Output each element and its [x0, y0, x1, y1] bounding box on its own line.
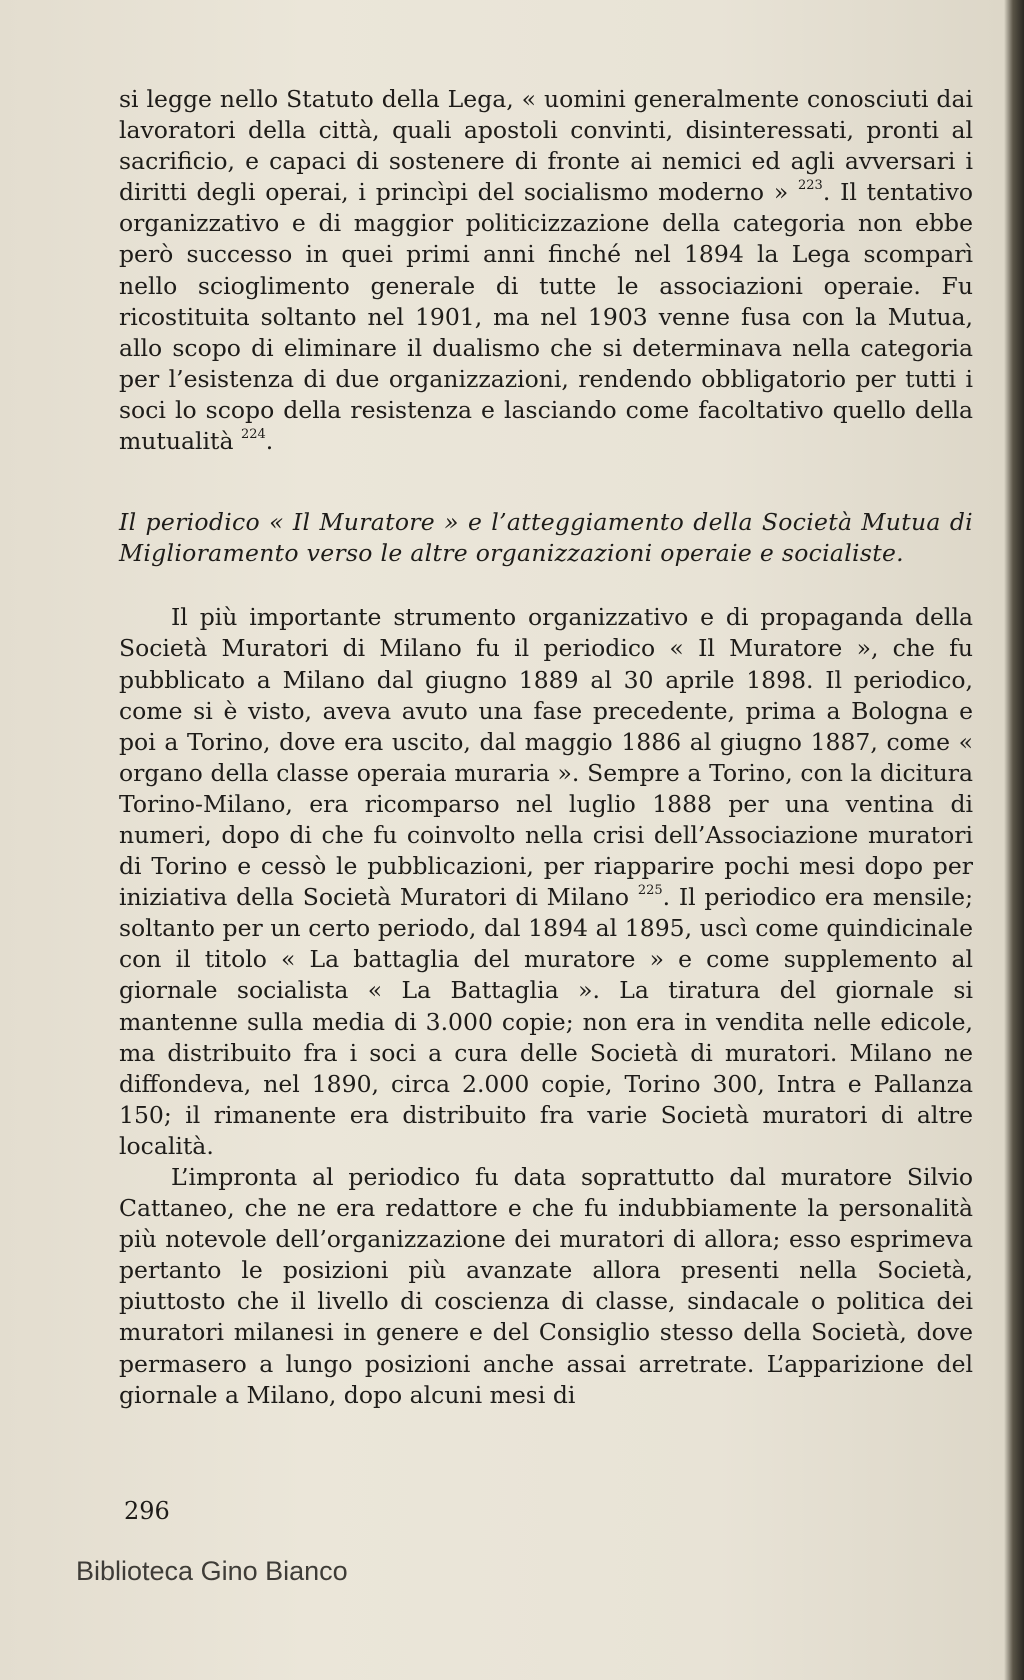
paragraph-impronta: L’impronta al periodico fu data soprattutto dal muratore Silvio Cattaneo, che ne era redattore e che fu indubbiamente la personalità più notevole dell’organizzazione dei muratori di allora; esso esprimeva pertanto le posizioni più avanzate allora presenti nella Società, piuttosto che il livello di coscienza di classe, sindacale o politica dei muratori milanesi in genere e del Consiglio stesso della Società, dove permasero a lungo posizioni anche assai arretrate. L’apparizione del giornale a Milano, dopo alcuni mesi di: [119, 1163, 973, 1409]
paragraph-lega: si legge nello Statuto della Lega, « uomini generalmente conosciuti dai lavoratori della città, quali apostoli convinti, disinteressati, pronti al sacrificio, e capaci di sostenere di fronte ai nemici ed agli avversari i diritti degli operai, i princìpi del socialismo moderno » $^{223}$. Il tentativo organizzativo e di maggior politicizzazione della categoria non ebbe però successo in quei primi anni finché nel 1894 la Lega scomparì nello scioglimento generale di tutte le associazioni operaie. Fu ricostituita soltanto nel 1901, ma nel 1903 venne fusa con la Mutua, allo scopo di eliminare il dualismo che si determinava nella categoria per l’esistenza di due organizzazioni, rendendo obbligatorio per tutti i soci lo scopo della resistenza e lasciando come facoltativo quello della mutualità $^{224}$.: [119, 85, 973, 456]
paragraph-periodico: Il più importante strumento organizzativo e di propaganda della Società Muratori di Milano fu il periodico « Il Muratore », che fu pubblicato a Milano dal giugno 1889 al 30 aprile 1898. Il periodico, come si è visto, aveva avuto una fase precedente, prima a Bologna e poi a Torino, dove era uscito, dal maggio 1886 al giugno 1887, come « organo della classe operaia muraria ». Sempre a Torino, con la dicitura Torino-Milano, era ricomparso nel luglio 1888 per una ventina di numeri, dopo di che fu coinvolto nella crisi dell’Associazione muratori di Torino e cessò le pubblicazioni, per riapparire pochi mesi dopo per iniziativa della Società Muratori di Milano $^{225}$. Il periodico era mensile; soltanto per un certo periodo, dal 1894 al 1895, uscì come quindicinale con il titolo « La battaglia del muratore » e come supplemento al giornale socialista « La Battaglia ». La tiratura del giornale si mantenne sulla media di 3.000 copie; non era in vendita nelle edicole, ma distribuito fra i soci a cura delle Società di muratori. Milano ne diffondeva, nel 1890, circa 2.000 copie, Torino 300, Intra e Pallanza 150; il rimanente era distribuito fra varie Società muratori di altre località.: [119, 603, 973, 1160]
page-number: 296: [124, 1497, 170, 1525]
section-heading: Il periodico « Il Muratore » e l’atteggiamento della Società Mutua di Miglioramento verso le altre organizzazioni operaie e socialiste.: [119, 508, 973, 568]
footnote-ref-225: 225: [637, 883, 663, 899]
library-watermark: Biblioteca Gino Bianco: [76, 1556, 348, 1586]
footnote-ref-224: 224: [240, 427, 266, 443]
footnote-ref-223: 223: [798, 178, 823, 194]
body-text: [119, 84, 973, 1411]
page-edge-shadow: [1004, 0, 1024, 1680]
